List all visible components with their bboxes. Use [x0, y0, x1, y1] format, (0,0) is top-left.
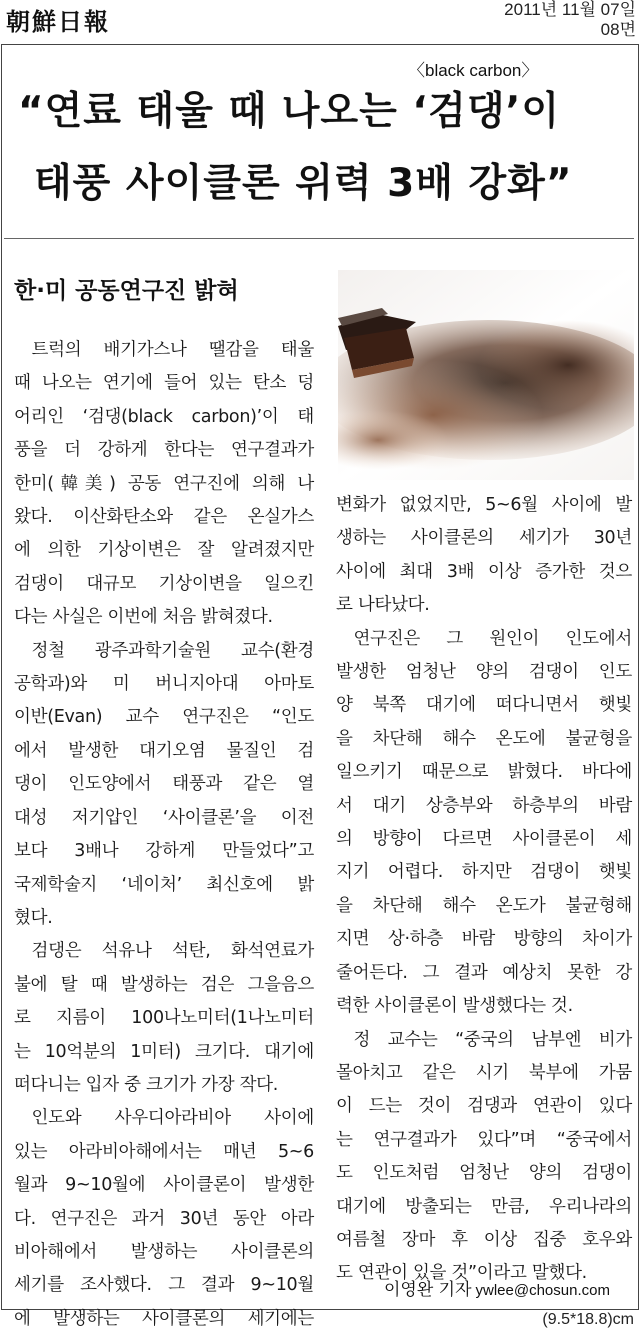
article-line: 때 나오는 연기에 들어 있는 탄소 덩	[14, 373, 314, 394]
article-line: 의 방향이 다르면 사이클론이 세	[336, 829, 632, 850]
subheadline: 한·미 공동연구진 밝혀	[14, 278, 239, 304]
byline	[384, 1275, 610, 1300]
headline-line-2: 태풍 사이클론 위력 3배 강화”	[34, 161, 573, 206]
article-line: 사이에 최대 3배 이상 증가한 것으	[336, 561, 632, 582]
article-column-2	[336, 489, 632, 1291]
article-line: 도 인도처럼 엄청난 양의 검댕이	[336, 1163, 632, 1184]
article-line: 검댕이 대규모 기상이변을 일으킨	[14, 573, 314, 594]
article-line: 국제학술지 ‘네이처’ 최신호에 밝	[14, 874, 314, 895]
article-line: 어리인 ‘검댕(black carbon)’이 태	[14, 406, 314, 427]
article-line: 댕이 인도양에서 태풍과 같은 열	[14, 774, 314, 795]
headline-annotation: 〈black carbon〉	[408, 61, 539, 80]
article-line: 여름철 장마 후 이상 집중 호우와	[336, 1229, 632, 1250]
article-line: 공학과)와 미 버니지아대 아마토	[14, 674, 314, 695]
article-line: 혔다.	[14, 907, 53, 928]
article-line: 정철 광주과학기술원 교수(환경	[31, 640, 314, 661]
article-line: 을 차단해 해수 온도가 불균형해	[336, 895, 632, 916]
article-line: 지면 상·하층 바람 방향의 차이가	[336, 929, 632, 950]
reporter-email: ywlee@chosun.com	[475, 1282, 610, 1299]
article-line: 정 교수는 “중국의 남부엔 비가	[353, 1029, 632, 1050]
headline	[18, 76, 628, 220]
article-line: 일으키기 때문으로 밝혔다. 바다에	[336, 762, 632, 783]
article-line: 에 발생하는 사이클론의 세기에는	[14, 1308, 314, 1329]
article-line: 도 연관이 있을 것”이라고 말했다.	[336, 1263, 587, 1284]
publication-info	[504, 0, 636, 40]
article-line: 연구진은 그 원인이 인도에서	[353, 628, 632, 649]
article-line: 로 지름이 100나노미터(1나노미터	[14, 1008, 314, 1029]
reporter-name: 이영완 기자	[384, 1280, 472, 1300]
article-line: 세기를 조사했다. 그 결과 9~10월	[14, 1275, 314, 1296]
article-line: 검댕은 석유나 석탄, 화석연료가	[31, 941, 314, 962]
article-line: 이 드는 것이 검댕과 연관이 있다	[336, 1096, 632, 1117]
article-line: 풍을 더 강하게 한다는 연구결과가	[14, 440, 314, 461]
article-line: 있는 아라비아해에서는 매년 5~6	[14, 1141, 314, 1162]
smoke-photo-image	[338, 270, 634, 480]
article-line: 생하는 사이클론의 세기가 30년	[336, 528, 632, 549]
article-line: 지기 어렵다. 하지만 검댕이 햇빛	[336, 862, 632, 883]
article-line: 왔다. 이산화탄소와 같은 온실가스	[14, 507, 314, 528]
article-line: 트럭의 배기가스나 땔감을 태울	[31, 340, 314, 360]
article-line: 발생한 엄청난 양의 검댕이 인도	[336, 662, 632, 683]
article-column-1	[14, 334, 314, 1336]
headline-line-1: “연료 태울 때 나오는 ‘검댕’이	[18, 89, 560, 134]
article-line: 인도와 사우디아라비아 사이에	[31, 1108, 314, 1129]
article-line: 에 의한 기상이변은 잘 알려졌지만	[14, 540, 314, 561]
article-line: 는 연구결과가 있다”며 “중국에서	[336, 1129, 632, 1150]
article-line: 로 나타났다.	[336, 595, 430, 616]
article-line: 서 대기 상층부와 하층부의 바람	[336, 795, 632, 816]
article-line: 는 10억분의 1미터) 크기다. 대기에	[14, 1041, 314, 1062]
article-line: 한미(韓美) 공동 연구진에 의해 나	[14, 473, 314, 494]
article-line: 몰아치고 같은 시기 북부에 가뭄	[336, 1062, 632, 1083]
article-line: 비아해에서 발생하는 사이클론의	[14, 1241, 314, 1262]
article-line: 변화가 없었지만, 5~6월 사이에 발	[336, 495, 632, 515]
article-line: 불에 탈 때 발생하는 검은 그을음으	[14, 974, 314, 995]
article-line: 떠다니는 입자 중 크기가 가장 작다.	[14, 1074, 279, 1095]
article-size-note: (9.5*18.8)cm	[542, 1311, 634, 1328]
article-line: 에서 발생한 대기오염 물질인 검	[14, 740, 314, 761]
article-line: 대기에 방출되는 만큼, 우리나라의	[336, 1196, 632, 1217]
publication-date: 2011년 11월 07일	[504, 0, 636, 19]
headline-divider	[4, 238, 634, 239]
masthead	[0, 0, 640, 44]
article-line: 줄어든다. 그 결과 예상치 못한 강	[336, 962, 632, 983]
article-line: 다는 사실은 이번에 처음 밝혀졌다.	[14, 607, 273, 628]
page-number: 08면	[600, 20, 636, 39]
article-line: 월과 9~10월에 사이클론이 발생한	[14, 1175, 314, 1196]
article-line: 력한 사이클론이 발생했다는 것.	[336, 996, 573, 1017]
newspaper-logo: 朝鮮日報	[6, 7, 110, 36]
smoke-photo	[338, 270, 634, 480]
article-line: 양 북쪽 대기에 떠다니면서 햇빛	[336, 695, 632, 716]
article-line: 다. 연구진은 과거 30년 동안 아라	[14, 1208, 314, 1229]
article-line: 이반(Evan) 교수 연구진은 “인도	[14, 707, 314, 728]
article-line: 대성 저기압인 ‘사이클론’을 이전	[14, 807, 314, 828]
article-line: 보다 3배나 강하게 만들었다”고	[14, 841, 314, 862]
article-line: 을 차단해 해수 온도에 불균형을	[336, 728, 632, 749]
